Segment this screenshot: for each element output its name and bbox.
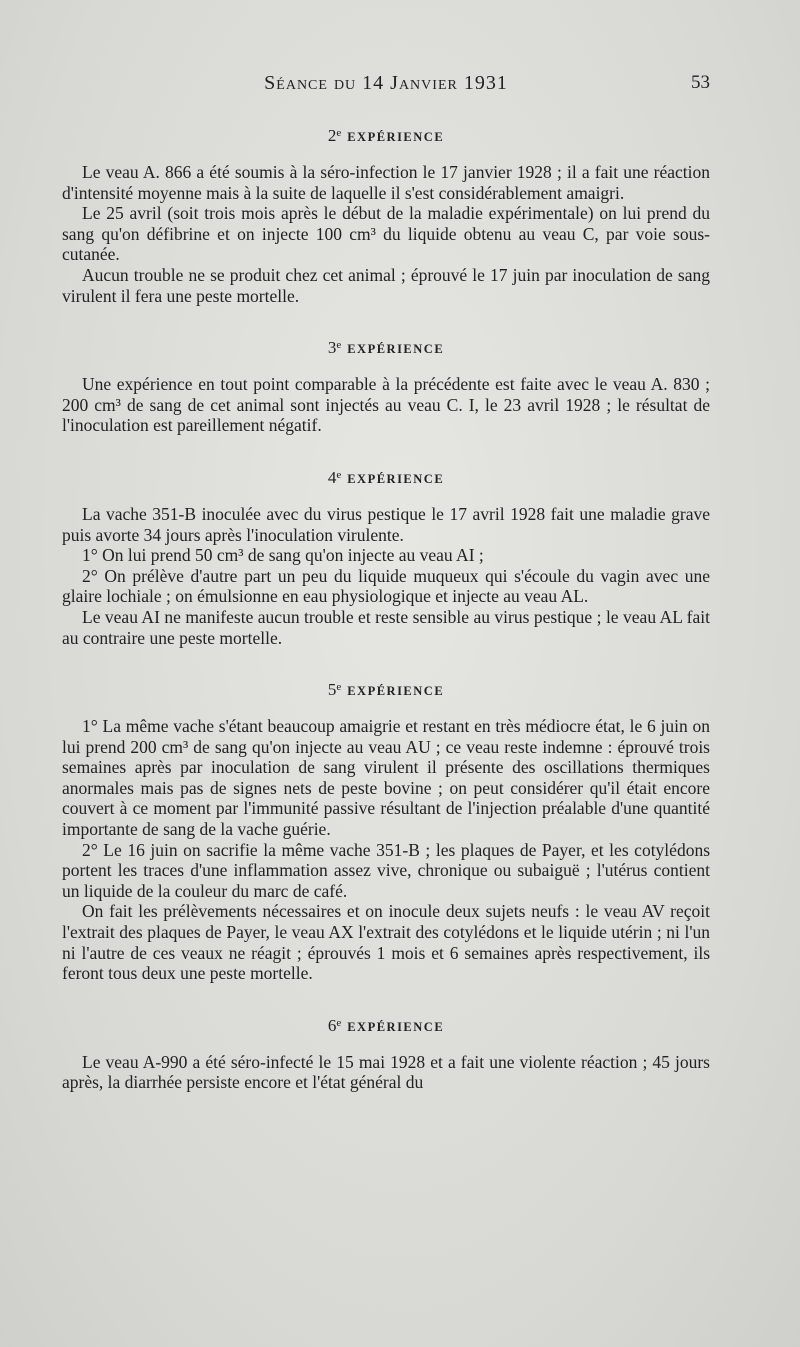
section-ordinal-suffix: e (336, 468, 342, 481)
running-title: Séance du 14 Janvier 1931 (264, 72, 508, 94)
section-heading-2 (62, 118, 710, 148)
page-body (62, 118, 710, 1093)
paragraph: Le veau AI ne manifeste aucun trouble et reste sensible au virus pestique ; le veau AL fait au contraire une peste mortelle. (62, 606, 710, 648)
section-ordinal: 4 (327, 468, 337, 488)
section-heading-4 (62, 460, 710, 490)
paragraph: 1° On lui prend 50 cm³ de sang qu'on injecte au veau AI ; (82, 545, 484, 566)
section-title: EXPÉRIENCE (347, 472, 445, 487)
paragraph: On fait les prélèvements nécessaires et on inocule deux sujets neufs : le veau AV reçoit l'extrait des plaques de Payer, le veau AX l'extrait des cotylédons et le liquide utérin ; ni l'un ni l'autre de ces veaux ne réagit ; éprouvés 1 mois et 6 semaines après respectivement, ils feront tous deux une peste mortelle. (62, 901, 710, 984)
section-title: EXPÉRIENCE (347, 1019, 445, 1034)
section-ordinal-suffix: e (336, 339, 342, 352)
section-ordinal-suffix: e (336, 681, 342, 694)
section-title: EXPÉRIENCE (347, 684, 445, 699)
paragraph: Le 25 avril (soit trois mois après le début de la maladie expérimentale) on lui prend du sang qu'on défibrine et on injecte 100 cm³ du liquide obtenu au veau C, par voie sous-cutanée. (62, 203, 710, 265)
section-ordinal: 2 (327, 126, 337, 146)
paragraph: La vache 351-B inoculée avec du virus pestique le 17 avril 1928 fait une maladie grave puis avorte 34 jours après l'inoculation virulente. (62, 503, 710, 545)
section-heading-3 (62, 330, 710, 360)
section-ordinal-suffix: e (336, 1016, 342, 1029)
section-title: EXPÉRIENCE (347, 130, 445, 145)
section-heading-5 (62, 672, 710, 702)
section-ordinal-suffix: e (336, 127, 342, 139)
section-ordinal: 3 (327, 338, 337, 358)
paragraph: Le veau A. 866 a été soumis à la séro-infection le 17 janvier 1928 ; il a fait une réaction d'intensité moyenne mais à la suite de laquelle il s'est considérablement amaigri. (62, 162, 710, 203)
page-number: 53 (691, 72, 710, 93)
section-title: EXPÉRIENCE (347, 342, 445, 357)
section-heading-6 (62, 1008, 710, 1038)
paragraph: 1° La même vache s'étant beaucoup amaigrie et restant en très médiocre état, le 6 juin on lui prend 200 cm³ de sang qu'on injecte au veau AU ; ce veau reste indemne : éprouvé trois semaines après par inoculation de sang virulent il présente des oscillations thermiques anormales mais pas de signes nets de peste bovine ; on peut considérer qu'il était encore couvert à ce moment par l'immunité passive résultant de l'injection préalable d'une quantité importante de sang de la vache guérie. (62, 716, 710, 840)
section-ordinal: 5 (327, 680, 337, 700)
paragraph: 2° On prélève d'autre part un peu du liquide muqueux qui s'écoule du vagin avec une glaire lochiale ; on émulsionne en eau physiologique et injecte au veau AL. (62, 565, 710, 607)
paragraph: Une expérience en tout point comparable à la précédente est faite avec le veau A. 830 ; 200 cm³ de sang de cet animal sont injectés au veau C. I, le 23 avril 1928 ; le résultat de l'inoculation est pareillement négatif. (62, 374, 710, 436)
paragraph: Le veau A-990 a été séro-infecté le 15 mai 1928 et a fait une violente réaction ; 45 jours après, la diarrhée persiste encore et l'état général du (62, 1051, 710, 1093)
paragraph: Aucun trouble ne se produit chez cet animal ; éprouvé le 17 juin par inoculation de sang virulent il fera une peste mortelle. (62, 264, 710, 306)
paragraph: 2° Le 16 juin on sacrifie la même vache 351-B ; les plaques de Payer, et les cotylédons portent les traces d'une inflammation assez vive, chronique ou subaiguë ; l'utérus contient un liquide de la couleur du marc de café. (62, 839, 710, 901)
section-ordinal: 6 (327, 1015, 337, 1035)
running-head (62, 72, 710, 102)
